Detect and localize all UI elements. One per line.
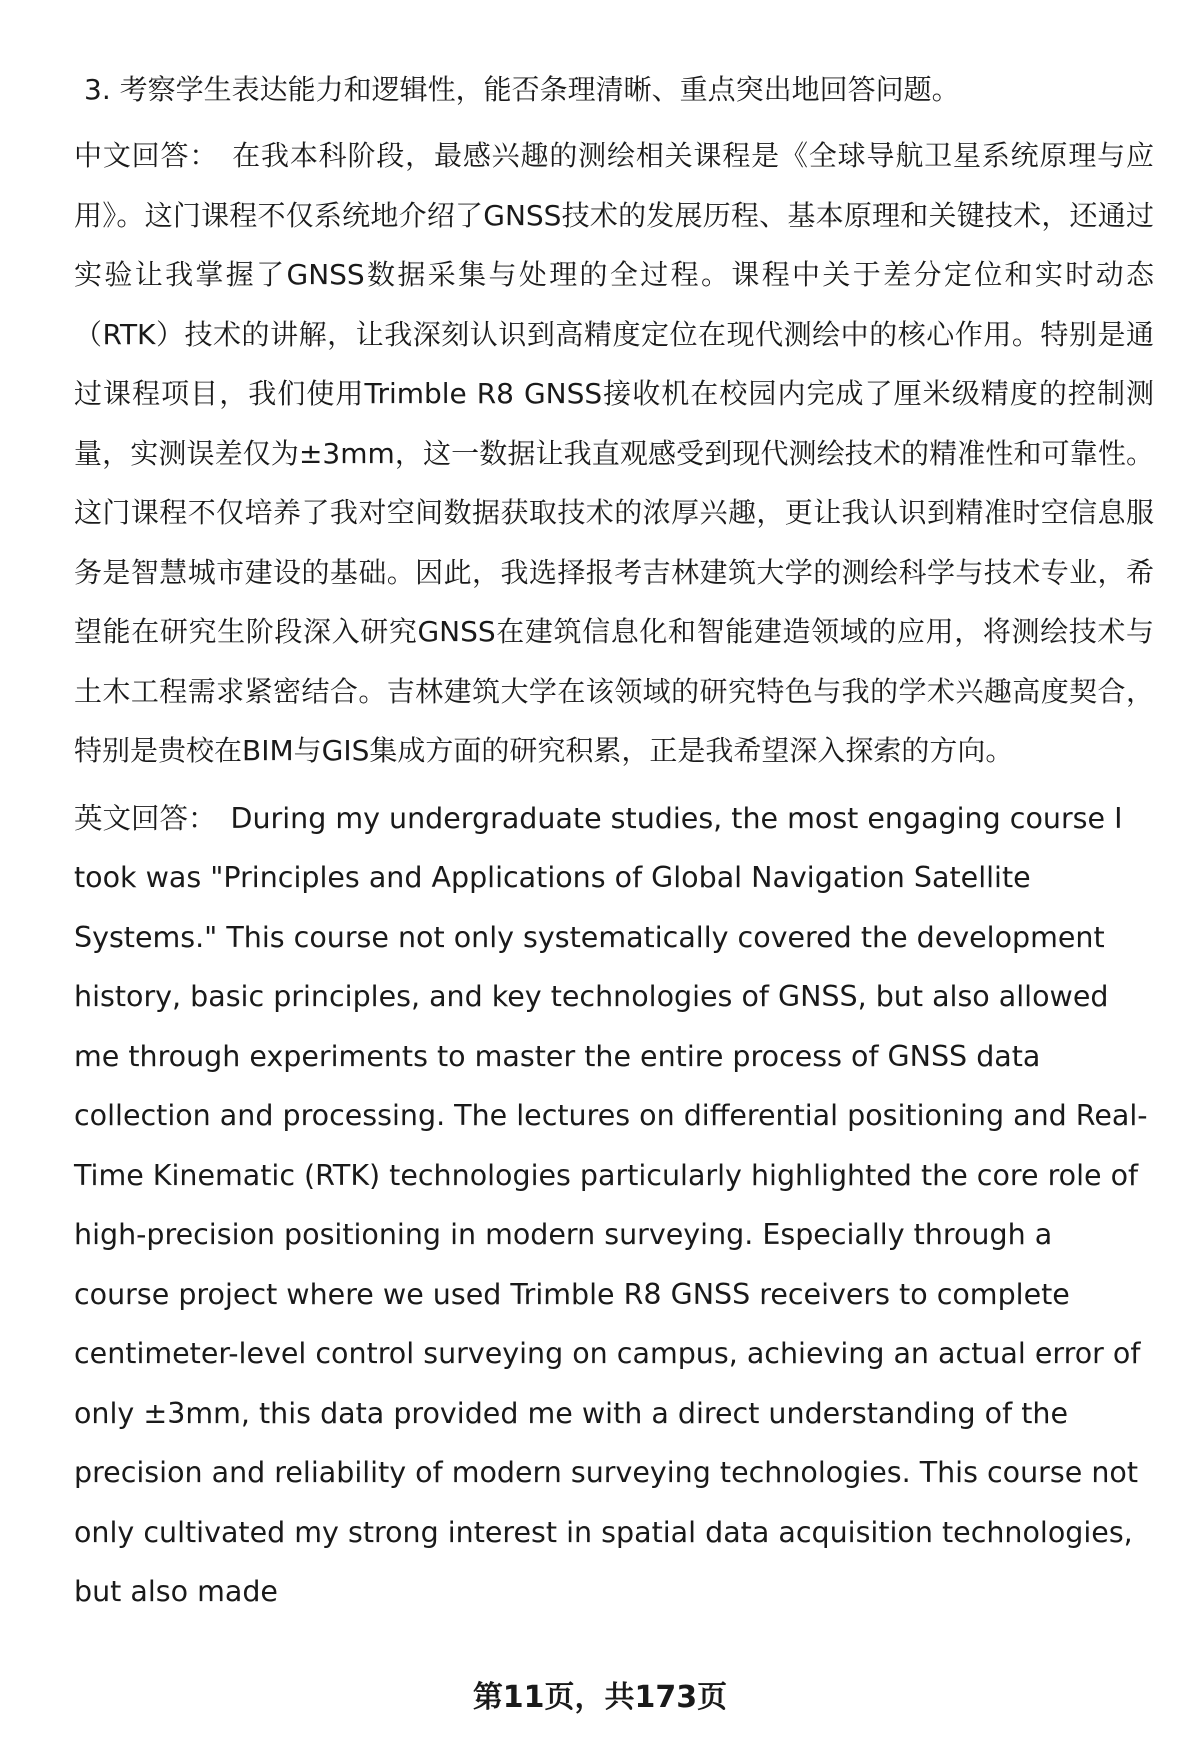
page-number-footer: 第11页，共173页 <box>472 1680 728 1715</box>
list-item-3: 3. 考察学生表达能力和逻辑性，能否条理清晰、重点突出地回答问题。 <box>84 73 960 106</box>
chinese-answer-text: 在我本科阶段，最感兴趣的测绘相关课程是《全球导航卫星系统原理与应用》。这门课程不仅系统地介绍了GNSS技术的发展历程、基本原理和关键技术，还通过实验让我掌握了GNSS数据采集与处理的全过程。课程中关于差分定位和实时动态（RTK）技术的讲解，让我深刻认识到高精度定位在现代测绘中的核心作用。特别是通过课程项目，我们使用Trimble R8 GNSS接收机在校园内完成了厘米级精度的控制测量，实测误差仅为±3mm，这一数据让我直观感受到现代测绘技术的精准性和可靠性。这门课程不仅培养了我对空间数据获取技术的浓厚兴趣，更让我认识到精准时空信息服务是智慧城市建设的基础。因此，我选择报考吉林建筑大学的测绘科学与技术专业，希望能在研究生阶段深入研究GNSS在建筑信息化和智能建造领域的应用，将测绘技术与土木工程需求紧密结合。吉林建筑大学在该领域的研究特色与我的学术兴趣高度契合，特别是贵校在BIM与GIS集成方面的研究积累，正是我希望深入探索的方向。 <box>74 139 1154 767</box>
english-answer-paragraph <box>74 789 1154 1622</box>
english-answer-text: During my undergraduate studies, the most engaging course I took was "Principles and Applications of Global Navigation Satellite Systems." This course not only systematically covered the development history, basic principles, and key technologies of GNSS, but also allowed me through experiments to master the entire process of GNSS data collection and processing. The lectures on differential positioning and Real-Time Kinematic (RTK) technologies particularly highlighted the core role of high-precision positioning in modern surveying. Especially through a course project where we used Trimble R8 GNSS receivers to complete centimeter-level control surveying on campus, achieving an actual error of only ±3mm, this data provided me with a direct understanding of the precision and reliability of modern surveying technologies. This course not only cultivated my strong interest in spatial data acquisition technologies, but also made <box>74 801 1148 1608</box>
document-body <box>74 62 1154 1630</box>
english-answer-label: 英文回答： <box>74 801 217 835</box>
chinese-answer-paragraph <box>74 126 1154 781</box>
chinese-answer-label: 中文回答： <box>74 139 219 172</box>
